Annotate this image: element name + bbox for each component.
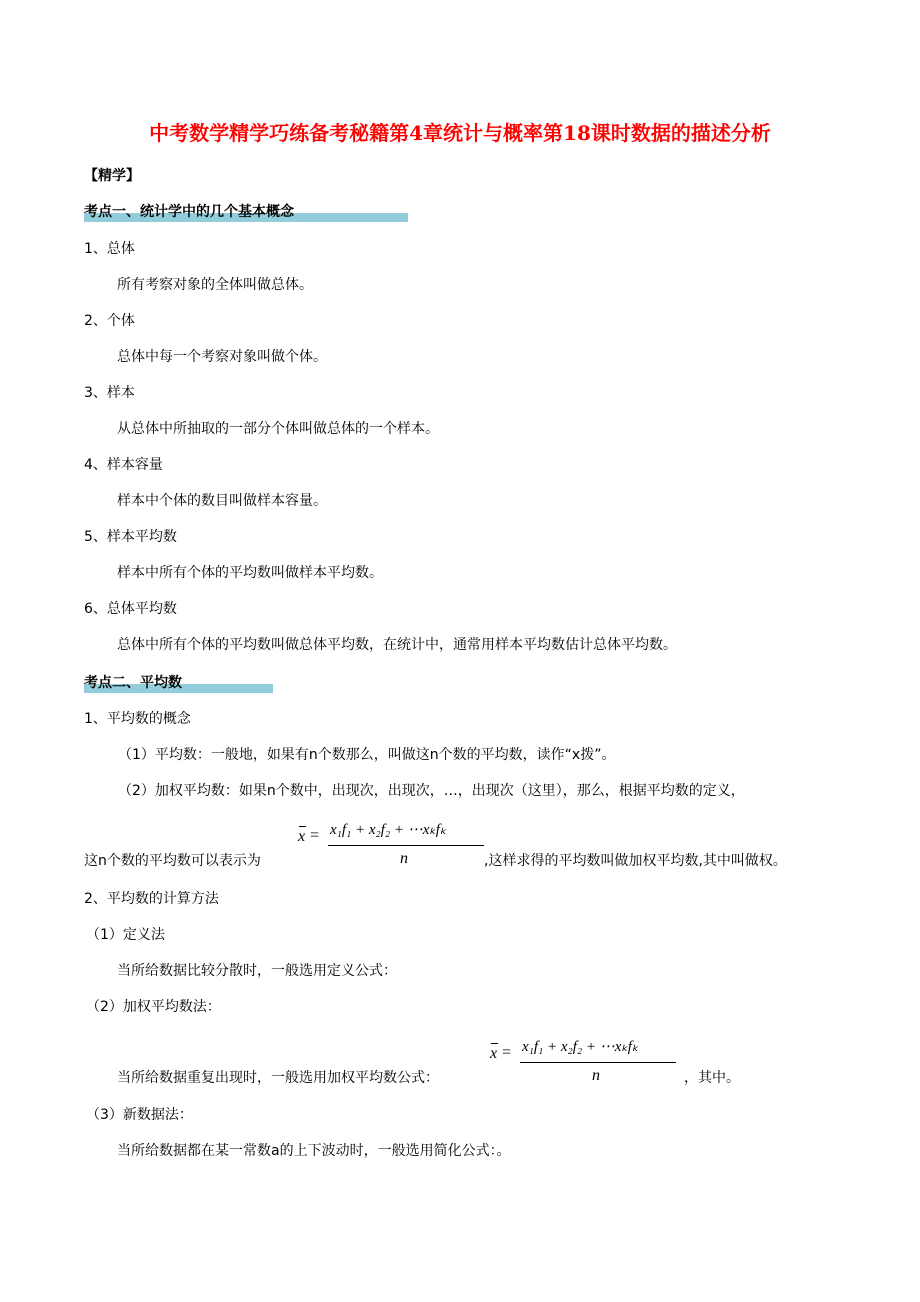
method-heading: （2）加权平均数法： xyxy=(86,999,221,1015)
term: 5、样本平均数 xyxy=(84,529,177,545)
formula-lhs: x xyxy=(298,828,306,845)
document-title: 中考数学精学巧练备考秘籍第4章统计与概率第18课时数据的描述分析 xyxy=(149,121,771,145)
topic2-heading: 考点二、平均数 xyxy=(84,675,182,691)
formula-denominator: n xyxy=(400,850,408,867)
method-heading: （1）定义法 xyxy=(86,927,165,943)
paragraph: 当所给数据重复出现时，一般选用加权平均数公式： xyxy=(117,1070,439,1086)
paragraph: （1）平均数：一般地，如果有n个数那么，叫做这n个数的平均数，读作“x拨”。 xyxy=(118,747,616,763)
term: 1、总体 xyxy=(84,241,135,257)
definition: 从总体中所抽取的一部分个体叫做总体的一个样本。 xyxy=(117,421,439,437)
definition: 总体中所有个体的平均数叫做总体平均数，在统计中，通常用样本平均数估计总体平均数。 xyxy=(117,637,677,653)
term: 6、总体平均数 xyxy=(84,601,177,617)
paragraph: （2）加权平均数：如果n个数中，出现次，出现次，…，出现次（这里），那么，根据平均数的定义， xyxy=(118,783,745,799)
definition: 样本中所有个体的平均数叫做样本平均数。 xyxy=(117,565,383,581)
definition: 总体中每一个考察对象叫做个体。 xyxy=(117,349,327,365)
topic1-heading: 考点一、统计学中的几个基本概念 xyxy=(84,204,294,220)
formula-numerator: x₁f₁ + x₂f₂ + ⋯xₖfₖ xyxy=(330,822,447,838)
subheading: 1、平均数的概念 xyxy=(84,711,191,727)
weighted-mean-formula xyxy=(490,1037,680,1087)
method-heading: （3）新数据法： xyxy=(86,1107,193,1123)
fraction-line xyxy=(520,1062,676,1063)
section-tag: 【精学】 xyxy=(84,168,140,184)
formula-eq: = xyxy=(310,827,320,844)
weighted-mean-formula xyxy=(298,820,488,870)
paragraph: ，其中。 xyxy=(684,1070,740,1086)
formula-lhs: x xyxy=(490,1045,498,1062)
formula-denominator: n xyxy=(592,1067,600,1084)
paragraph: 这n个数的平均数可以表示为 xyxy=(84,853,261,869)
term: 4、样本容量 xyxy=(84,457,163,473)
paragraph: 当所给数据比较分散时，一般选用定义公式： xyxy=(117,963,397,979)
paragraph: 当所给数据都在某一常数a的上下波动时，一般选用简化公式：。 xyxy=(117,1143,511,1159)
term: 2、个体 xyxy=(84,313,135,329)
term: 3、样本 xyxy=(84,385,135,401)
definition: 所有考察对象的全体叫做总体。 xyxy=(117,277,313,293)
definition: 样本中个体的数目叫做样本容量。 xyxy=(117,493,327,509)
paragraph: ,这样求得的平均数叫做加权平均数,其中叫做权。 xyxy=(484,853,787,869)
subheading: 2、平均数的计算方法 xyxy=(84,891,219,907)
fraction-line xyxy=(328,845,484,846)
formula-numerator: x₁f₁ + x₂f₂ + ⋯xₖfₖ xyxy=(522,1039,639,1055)
formula-eq: = xyxy=(502,1044,512,1061)
